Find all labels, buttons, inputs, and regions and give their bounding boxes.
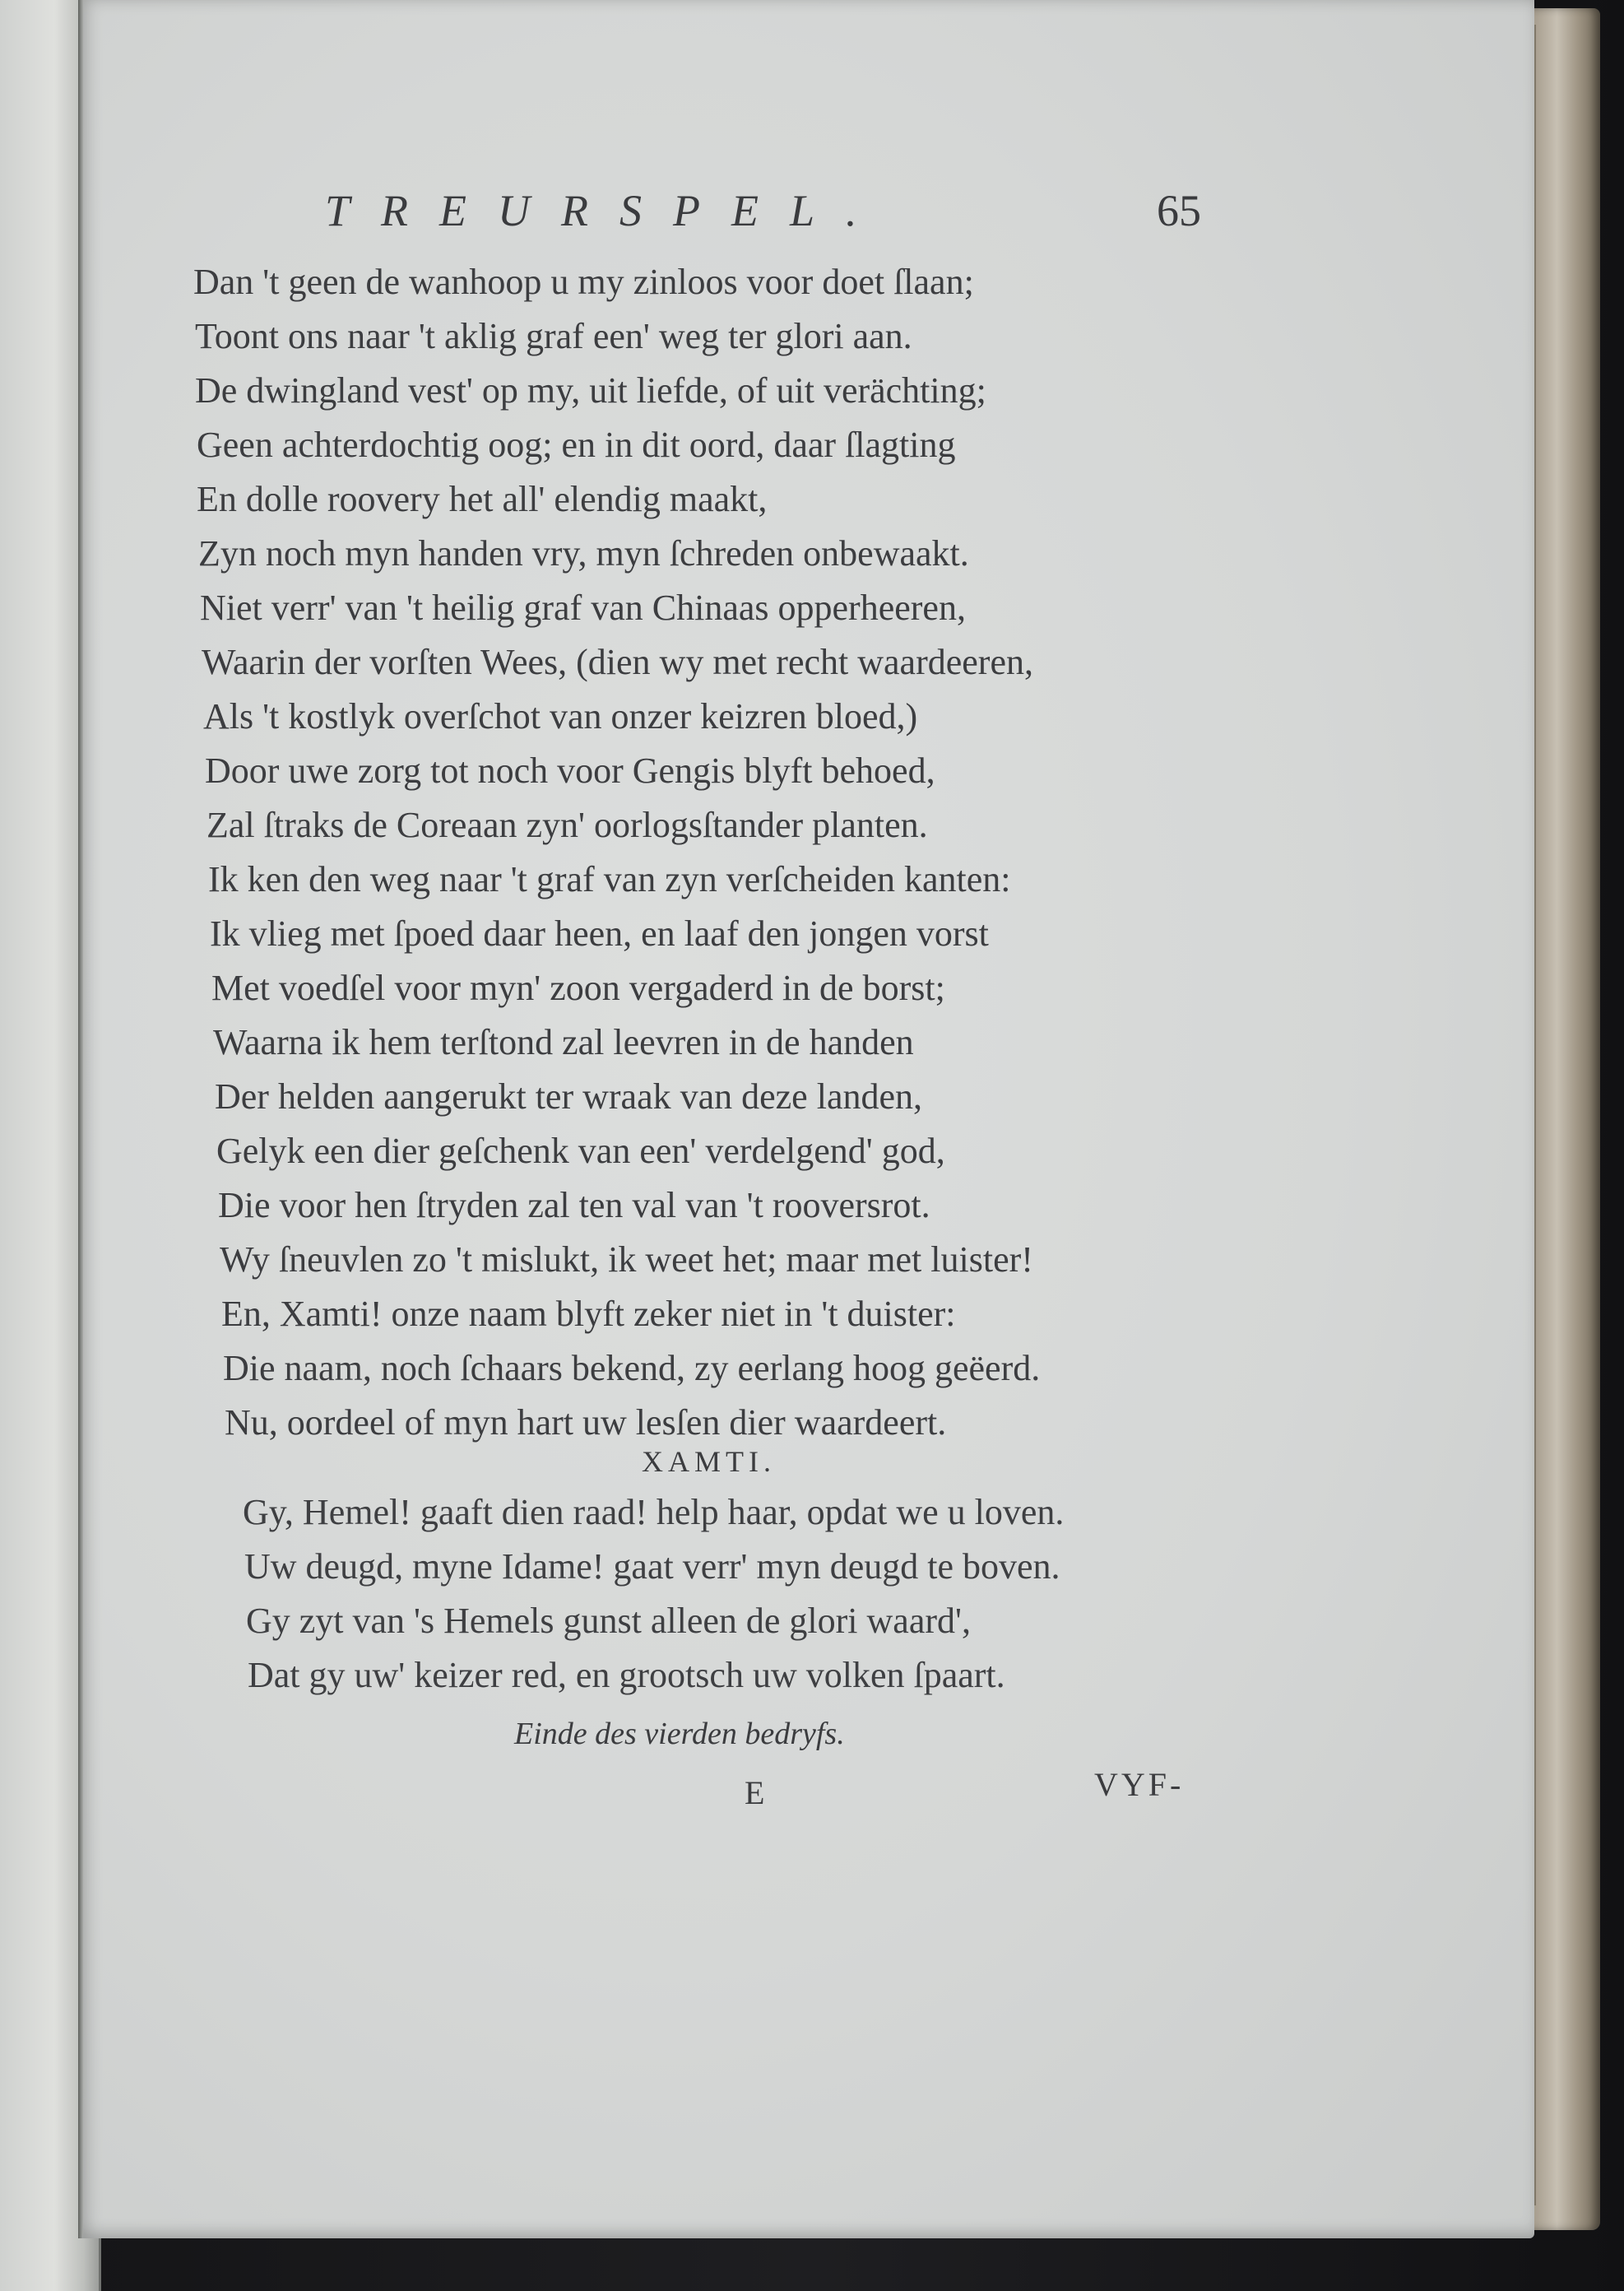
verse-line: Niet verr' van 't heilig graf van Chinaas opperheeren, <box>200 588 966 628</box>
verse-line: Dan 't geen de wanhoop u my zinloos voor doet ſlaan; <box>193 262 974 302</box>
verse-line: En dolle roovery het all' elendig maakt, <box>197 479 768 519</box>
verse-line: Als 't kostlyk overſchot van onzer keizren bloed,) <box>203 696 918 737</box>
verse-line: Wy ſneuvlen zo 't mislukt, ik weet het; maar met luister! <box>220 1239 1033 1280</box>
speech-line: Uw deugd, myne Idame! gaat verr' myn deugd te boven. <box>244 1546 1060 1587</box>
verse-line: Waarin der vorſten Wees, (dien wy met recht waardeeren, <box>202 642 1033 682</box>
verse-line: Die voor hen ſtryden zal ten val van 't rooversrot. <box>218 1185 930 1225</box>
verse-line: Die naam, noch ſchaars bekend, zy eerlang hoog geëerd. <box>223 1348 1041 1388</box>
verse-line: Zal ſtraks de Coreaan zyn' oorlogsſtander planten. <box>206 805 928 845</box>
verse-line: Der helden aangerukt ter wraak van deze landen, <box>215 1076 922 1117</box>
speech-block <box>243 1485 1230 1703</box>
verse-line: Ik ken den weg naar 't graf van zyn verſcheiden kanten: <box>208 859 1011 899</box>
act-end-note: Einde des vierden bedryfs. <box>514 1717 845 1751</box>
speaker-name: XAMTI. <box>642 1445 776 1478</box>
speech-line: Gy, Hemel! gaaft dien raad! help haar, opdat we u loven. <box>243 1492 1065 1532</box>
page-number: 65 <box>1157 186 1201 235</box>
verse-line: Met voedſel voor myn' zoon vergaderd in de borst; <box>211 968 945 1008</box>
verse-line: Waarna ik hem terſtond zal leevren in de handen <box>213 1022 914 1062</box>
verse-line: En, Xamti! onze naam blyft zeker niet in 't duister: <box>221 1294 956 1334</box>
speech-line: Dat gy uw' keizer red, en grootsch uw volken ſpaart. <box>248 1655 1005 1695</box>
verse-line: Toont ons naar 't aklig graf een' weg ter glori aan. <box>195 316 912 356</box>
catchword: VYF- <box>1094 1766 1185 1803</box>
speech-line: Gy zyt van 's Hemels gunst alleen de glori waard', <box>246 1601 971 1641</box>
signature-mark: E <box>745 1774 765 1811</box>
verse-line: De dwingland vest' op my, uit liefde, of uit verächting; <box>195 370 986 411</box>
verse-line: Zyn noch myn handen vry, myn ſchreden onbewaakt. <box>198 533 969 574</box>
verse-line: Door uwe zorg tot noch voor Gengis blyft behoed, <box>205 750 935 791</box>
verse-line: Nu, oordeel of myn hart uw lesſen dier waardeert. <box>225 1402 947 1443</box>
verse-block <box>193 255 1263 1450</box>
running-title: TREURSPEL. <box>325 186 889 235</box>
verse-line: Ik vlieg met ſpoed daar heen, en laaf den jongen vorst <box>210 913 989 954</box>
verse-line: Geen achterdochtig oog; en in dit oord, daar ſlagting <box>197 425 956 465</box>
running-head <box>230 185 1201 243</box>
verse-line: Gelyk een dier geſchenk van een' verdelgend' god, <box>216 1131 945 1171</box>
gutter-shadow <box>78 0 83 2238</box>
